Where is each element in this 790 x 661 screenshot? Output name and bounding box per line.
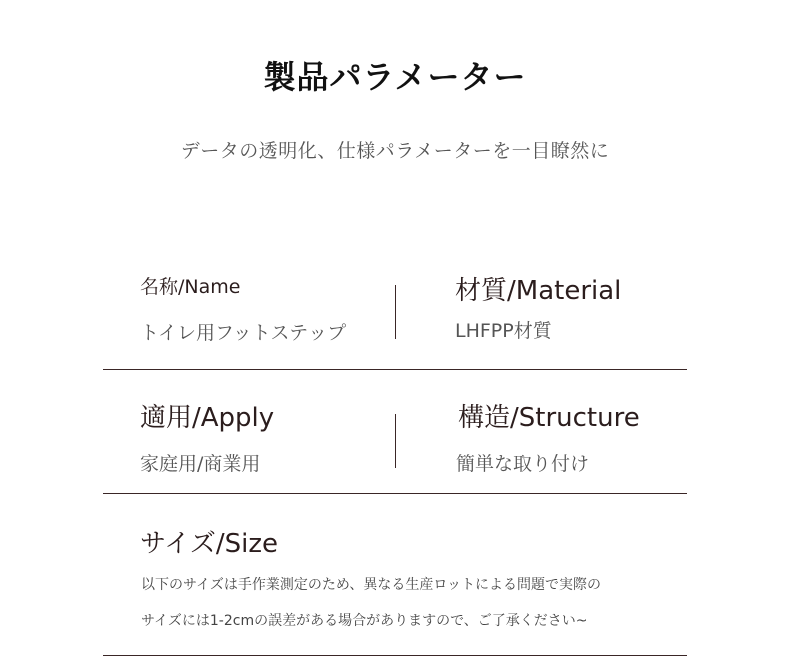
row1-divider xyxy=(395,285,396,339)
row3-separator xyxy=(103,655,687,656)
spec-material-value: LHFPP材質 xyxy=(455,320,552,342)
spec-structure-label: 構造/Structure xyxy=(458,403,640,433)
page-subtitle: データの透明化、仕様パラメーターを一目瞭然に xyxy=(180,140,610,162)
spec-size-note-line1: 以下のサイズは手作業測定のため、異なる生産ロットによる問題で実際の xyxy=(141,577,602,593)
spec-name-value: トイレ用フットステップ xyxy=(140,322,347,344)
spec-name-label: 名称/Name xyxy=(140,276,241,298)
page-title: 製品パラメーター xyxy=(263,58,527,96)
row2-divider xyxy=(395,414,396,468)
row1-separator xyxy=(103,369,687,370)
spec-structure-value: 簡単な取り付け xyxy=(456,453,590,475)
spec-size-label: サイズ/Size xyxy=(140,529,279,559)
spec-size-note-line2: サイズには1-2cmの誤差がある場合がありますので、ご了承ください~ xyxy=(141,613,588,629)
spec-material-label: 材質/Material xyxy=(455,276,622,306)
row2-separator xyxy=(103,493,687,494)
spec-apply-value: 家庭用/商業用 xyxy=(140,453,261,475)
spec-apply-label: 適用/Apply xyxy=(140,403,275,433)
